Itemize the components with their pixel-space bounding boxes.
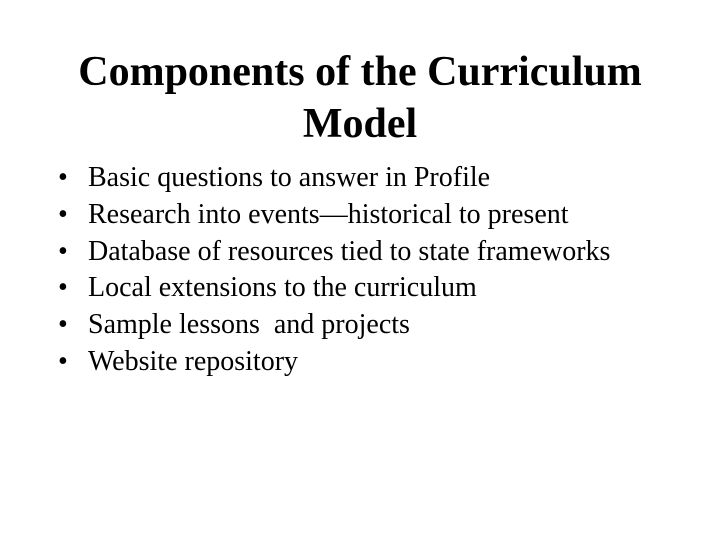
bullet-icon: •: [58, 309, 68, 341]
slide-title-line-2: Model: [302, 101, 418, 147]
bullet-text: Basic questions to answer in Profile: [88, 162, 491, 193]
slide-title-line-1: Components of the Curriculum: [78, 49, 642, 95]
bullet-item: [58, 160, 708, 197]
bullet-icon: •: [58, 235, 68, 267]
bullet-text: Database of resources tied to state frameworks: [88, 235, 611, 267]
bullet-text: Sample lessons and projects: [88, 309, 410, 341]
bullet-text: Local extensions to the curriculum: [88, 272, 477, 304]
bullet-item: [58, 197, 708, 234]
bullet-text: Research into events—historical to present: [88, 198, 569, 230]
bullet-list: [58, 160, 708, 381]
bullet-item: [58, 307, 708, 344]
bullet-icon: •: [58, 162, 68, 193]
bullet-item: [58, 234, 708, 271]
slide-title: [36, 46, 684, 150]
bullet-item: [58, 270, 708, 307]
bullet-text: Website repository: [88, 345, 299, 377]
bullet-icon: •: [58, 272, 68, 304]
bullet-item: [58, 344, 708, 381]
bullet-icon: •: [58, 345, 68, 377]
bullet-icon: •: [58, 198, 68, 230]
